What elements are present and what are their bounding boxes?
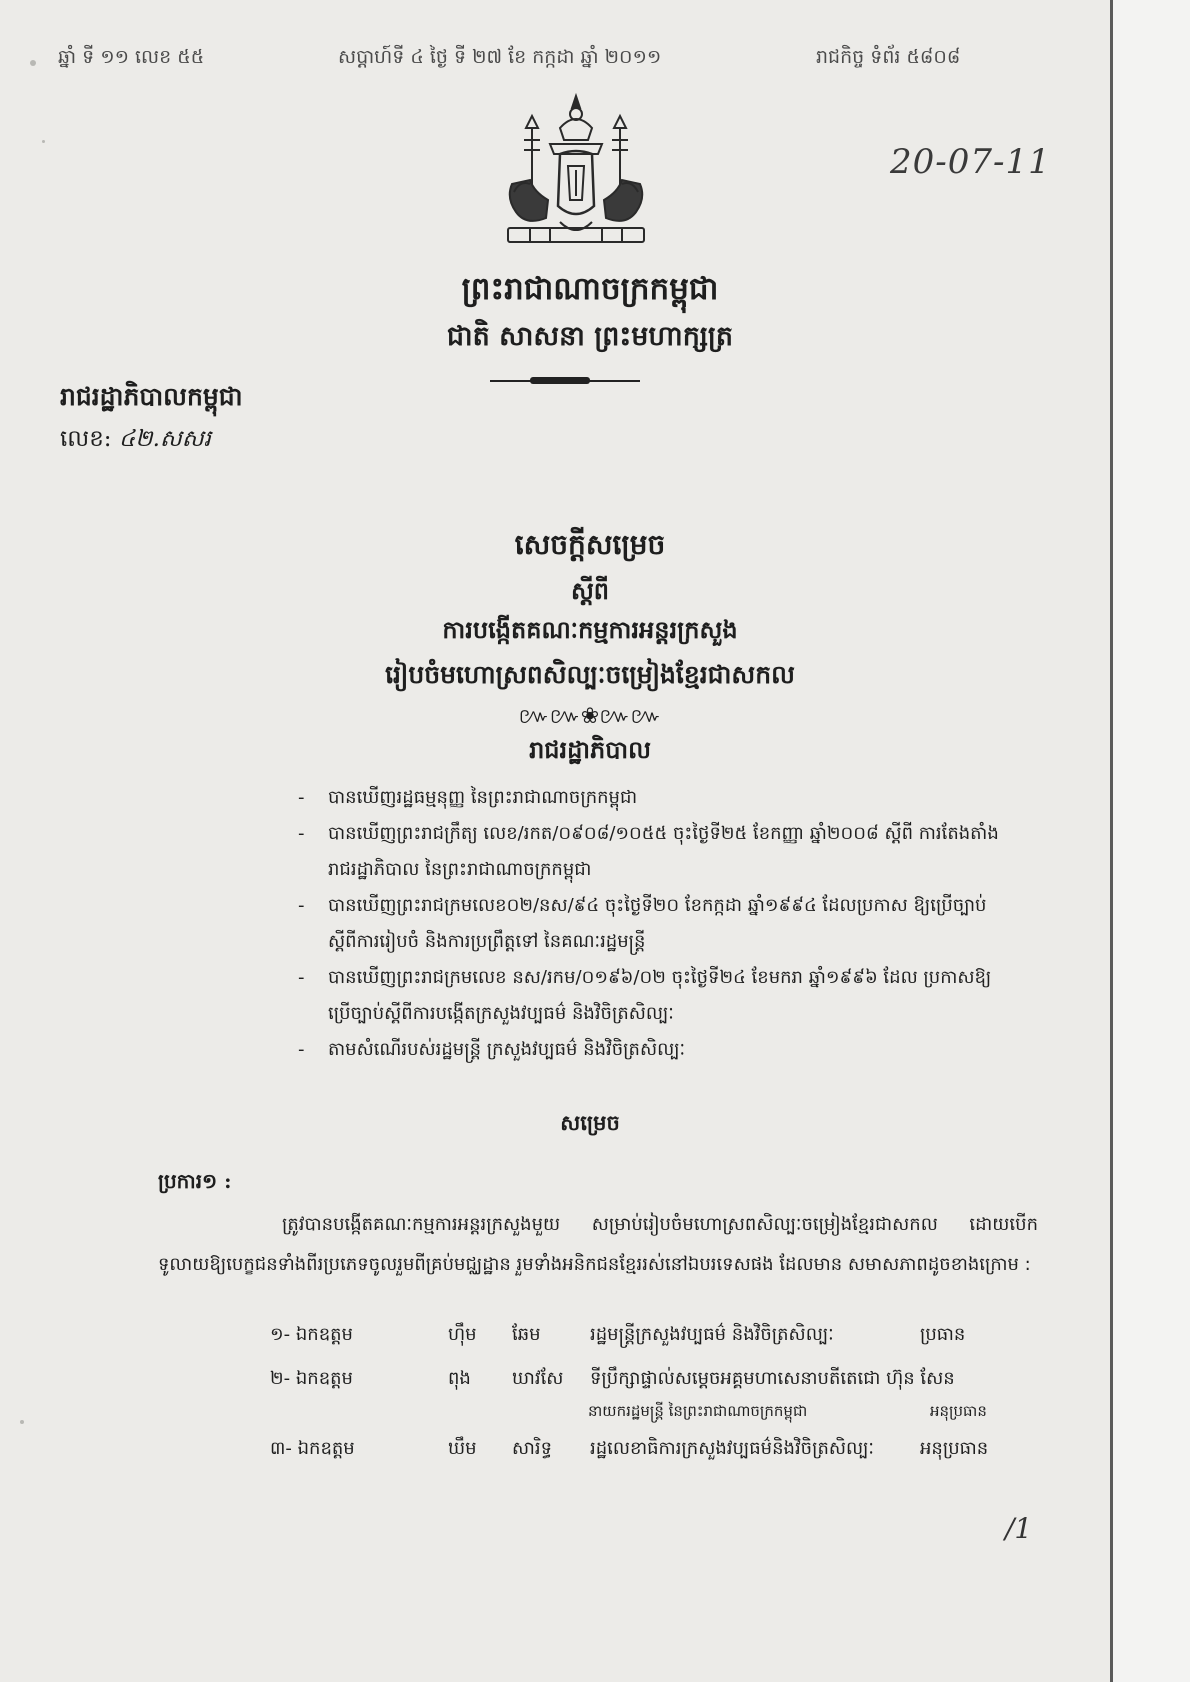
kingdom-heading: ព្រះរាជាណាចក្រកម្ពុជា (461, 271, 719, 307)
gazette-week-date: សប្តាហ៍ទី ៤ ថ្ងៃ ទី ២៧ ខែ កក្កដា ឆ្នាំ ២០១១ (338, 46, 662, 68)
decision-subject-line1: ការបង្កើតគណៈកម្មការអន្តរក្រសួង (442, 615, 738, 644)
preamble-item: - បានឃើញព្រះរាជក្រមលេខ នស/រកម/០១៩៦/០២ ចុះថ្ងៃទី២៤ ខែមករា ឆ្នាំ១៩៩៦ ដែល ប្រកាសឱ្យប្រើច្បាប់ស្តីពីការបង្កើតក្រសួងវប្បធម៌ និងវិចិត្រសិល្បៈ (298, 967, 992, 1024)
member-given-name: ឃាវសែ (512, 1368, 564, 1389)
preamble-item: - បានឃើញរដ្ឋធម្មនុញ្ញ នៃព្រះរាជាណាចក្រកម្ពុជា (298, 787, 638, 808)
member-position: រដ្ឋមន្ត្រីក្រសួងវប្បធម៌ និងវិចិត្រសិល្បៈ (590, 1324, 834, 1345)
article-label: ប្រការ១ : (158, 1169, 232, 1193)
member-position: ទីប្រឹក្សាផ្ទាល់សម្តេចអគ្គមហាសេនាបតីតេជោ ហ៊ុន សែន (590, 1368, 955, 1389)
member-index: ១- ឯកឧត្តម (270, 1324, 353, 1345)
member-position: រដ្ឋលេខាធិការក្រសួងវប្បធម៌និងវិចិត្រសិល្បៈ (590, 1438, 875, 1459)
title-ornament: ៚៚❀៚៚ (518, 704, 662, 729)
member-row (270, 1322, 1030, 1366)
member-family-name: ហ៊ឹម (448, 1324, 477, 1345)
decision-subject-line2: រៀបចំមហោស្រពសិល្បៈចម្រៀងខ្មែរជាសកល (385, 660, 795, 689)
preamble-item: - បានឃើញព្រះរាជក្រមលេខ០២/នស/៩៤ ចុះថ្ងៃទី២០ ខែកក្កដា ឆ្នាំ១៩៩៤ ដែលប្រកាស ឱ្យប្រើច្បាប់ ស្តីពីការរៀបចំ និងការប្រព្រឹត្តទៅ នៃគណៈរដ្ឋមន្ត្រី (298, 895, 987, 952)
preamble-text: បានឃើញព្រះរាជក្រមលេខ នស/រកម/០១៩៦/០២ ចុះថ្ងៃទី២៤ ខែមករា ឆ្នាំ១៩៩៦ ដែល ប្រកាសឱ្យប្រើច្បាប់ស្តីពីការបង្កើតក្រសួងវប្បធម៌ និងវិចិត្រសិល្បៈ (328, 967, 992, 1024)
preamble-text: បានឃើញរដ្ឋធម្មនុញ្ញ នៃព្រះរាជាណាចក្រកម្ពុជា (328, 787, 638, 808)
issuer-name: រាជរដ្ឋាភិបាលកម្ពុជា (60, 382, 243, 411)
member-index: ២- ឯកឧត្តម (270, 1368, 353, 1389)
member-row-continuation (270, 1402, 1030, 1436)
member-family-name: ពុង (448, 1368, 471, 1389)
preamble-item: - បានឃើញព្រះរាជក្រឹត្យ លេខ/រកត/០៩០៨/១០៥៥ ចុះថ្ងៃទី២៥ ខែកញ្ញា ឆ្នាំ២០០៨ ស្តីពី ការតែងតាំងរាជរដ្ឋាភិបាល នៃព្រះរាជាណាចក្រកម្ពុជា (298, 823, 999, 880)
royal-coat-of-arms-icon (490, 88, 662, 258)
page-continuation-mark: /1 (1005, 1512, 1033, 1545)
gazette-year-number: ឆ្នាំ ទី ១១ លេខ ៥៥ (58, 46, 205, 68)
article-body: ត្រូវបានបង្កើតគណៈកម្មការអន្តរក្រសួងមួយ សម្រាប់រៀបចំមហោស្រពសិល្បៈចម្រៀងខ្មែរជាសកល ដោយបើកទូលាយឱ្យបេក្ខជនទាំងពីរប្រភេទចូលរួមពីគ្រប់មជ្ឈដ្ឋាន រួមទាំងអនិកជនខ្មែររស់នៅឯបរទេសផង ដែលមាន សមាសភាពដូចខាងក្រោម : (158, 1214, 1038, 1275)
speck (42, 140, 45, 143)
preamble-text: បានឃើញព្រះរាជក្រមលេខ០២/នស/៩៤ ចុះថ្ងៃទី២០ ខែកក្កដា ឆ្នាំ១៩៩៤ ដែលប្រកាស ឱ្យប្រើច្បាប់ ស្តីពីការរៀបចំ និងការប្រព្រឹត្តទៅ នៃគណៈរដ្ឋមន្ត្រី (328, 895, 987, 952)
gazette-page-number: រាជកិច្ច ទំព័រ ៥៨០៨ (816, 46, 961, 68)
decision-title: សេចក្តីសម្រេច (514, 528, 666, 561)
member-row (270, 1366, 1030, 1402)
government-heading: រាជរដ្ឋាភិបាល (529, 735, 651, 764)
decides-heading: សម្រេច (560, 1110, 620, 1135)
page-edge (1110, 0, 1190, 1682)
preamble-item: - តាមសំណើរបស់រដ្ឋមន្ត្រី ក្រសួងវប្បធម៌ និងវិចិត្រសិល្បៈ (298, 1039, 686, 1060)
speck (20, 1420, 24, 1424)
issuer-number (60, 425, 211, 458)
preamble-text: តាមសំណើរបស់រដ្ឋមន្ត្រី ក្រសួងវប្បធម៌ និងវិចិត្រសិល្បៈ (328, 1039, 686, 1060)
speck (30, 60, 36, 66)
member-role: អនុប្រធាន (920, 1438, 989, 1459)
member-row (270, 1436, 1030, 1480)
member-list (270, 1322, 1030, 1480)
member-role: អនុប្រធាន (930, 1402, 987, 1420)
decision-subject-label: ស្តីពី (570, 576, 610, 605)
preamble-text: បានឃើញព្រះរាជក្រឹត្យ លេខ/រកត/០៩០៨/១០៥៥ ចុះថ្ងៃទី២៥ ខែកញ្ញា ឆ្នាំ២០០៨ ស្តីពី ការតែងតាំងរាជរដ្ឋាភិបាល នៃព្រះរាជាណាចក្រកម្ពុជា (328, 823, 999, 880)
member-position-continued: នាយករដ្ឋមន្ត្រី នៃព្រះរាជាណាចក្រកម្ពុជា (588, 1402, 808, 1420)
national-motto: ជាតិ សាសនា ព្រះមហាក្សត្រ (446, 321, 734, 352)
issuer-number-value: ៤២.សសរ (118, 426, 211, 452)
issuer-number-label: លេខ: (60, 426, 112, 452)
handwritten-date: 20-07-11 (890, 142, 1051, 182)
member-family-name: ឃឹម (448, 1438, 477, 1459)
motto-divider-ornament (530, 377, 590, 384)
member-index: ៣- ឯកឧត្តម (270, 1438, 355, 1459)
preamble-list (292, 780, 1012, 1068)
member-given-name: សារិទ្ធ (512, 1438, 552, 1459)
member-given-name: ឆែម (512, 1324, 541, 1345)
member-role: ប្រធាន (920, 1324, 966, 1345)
